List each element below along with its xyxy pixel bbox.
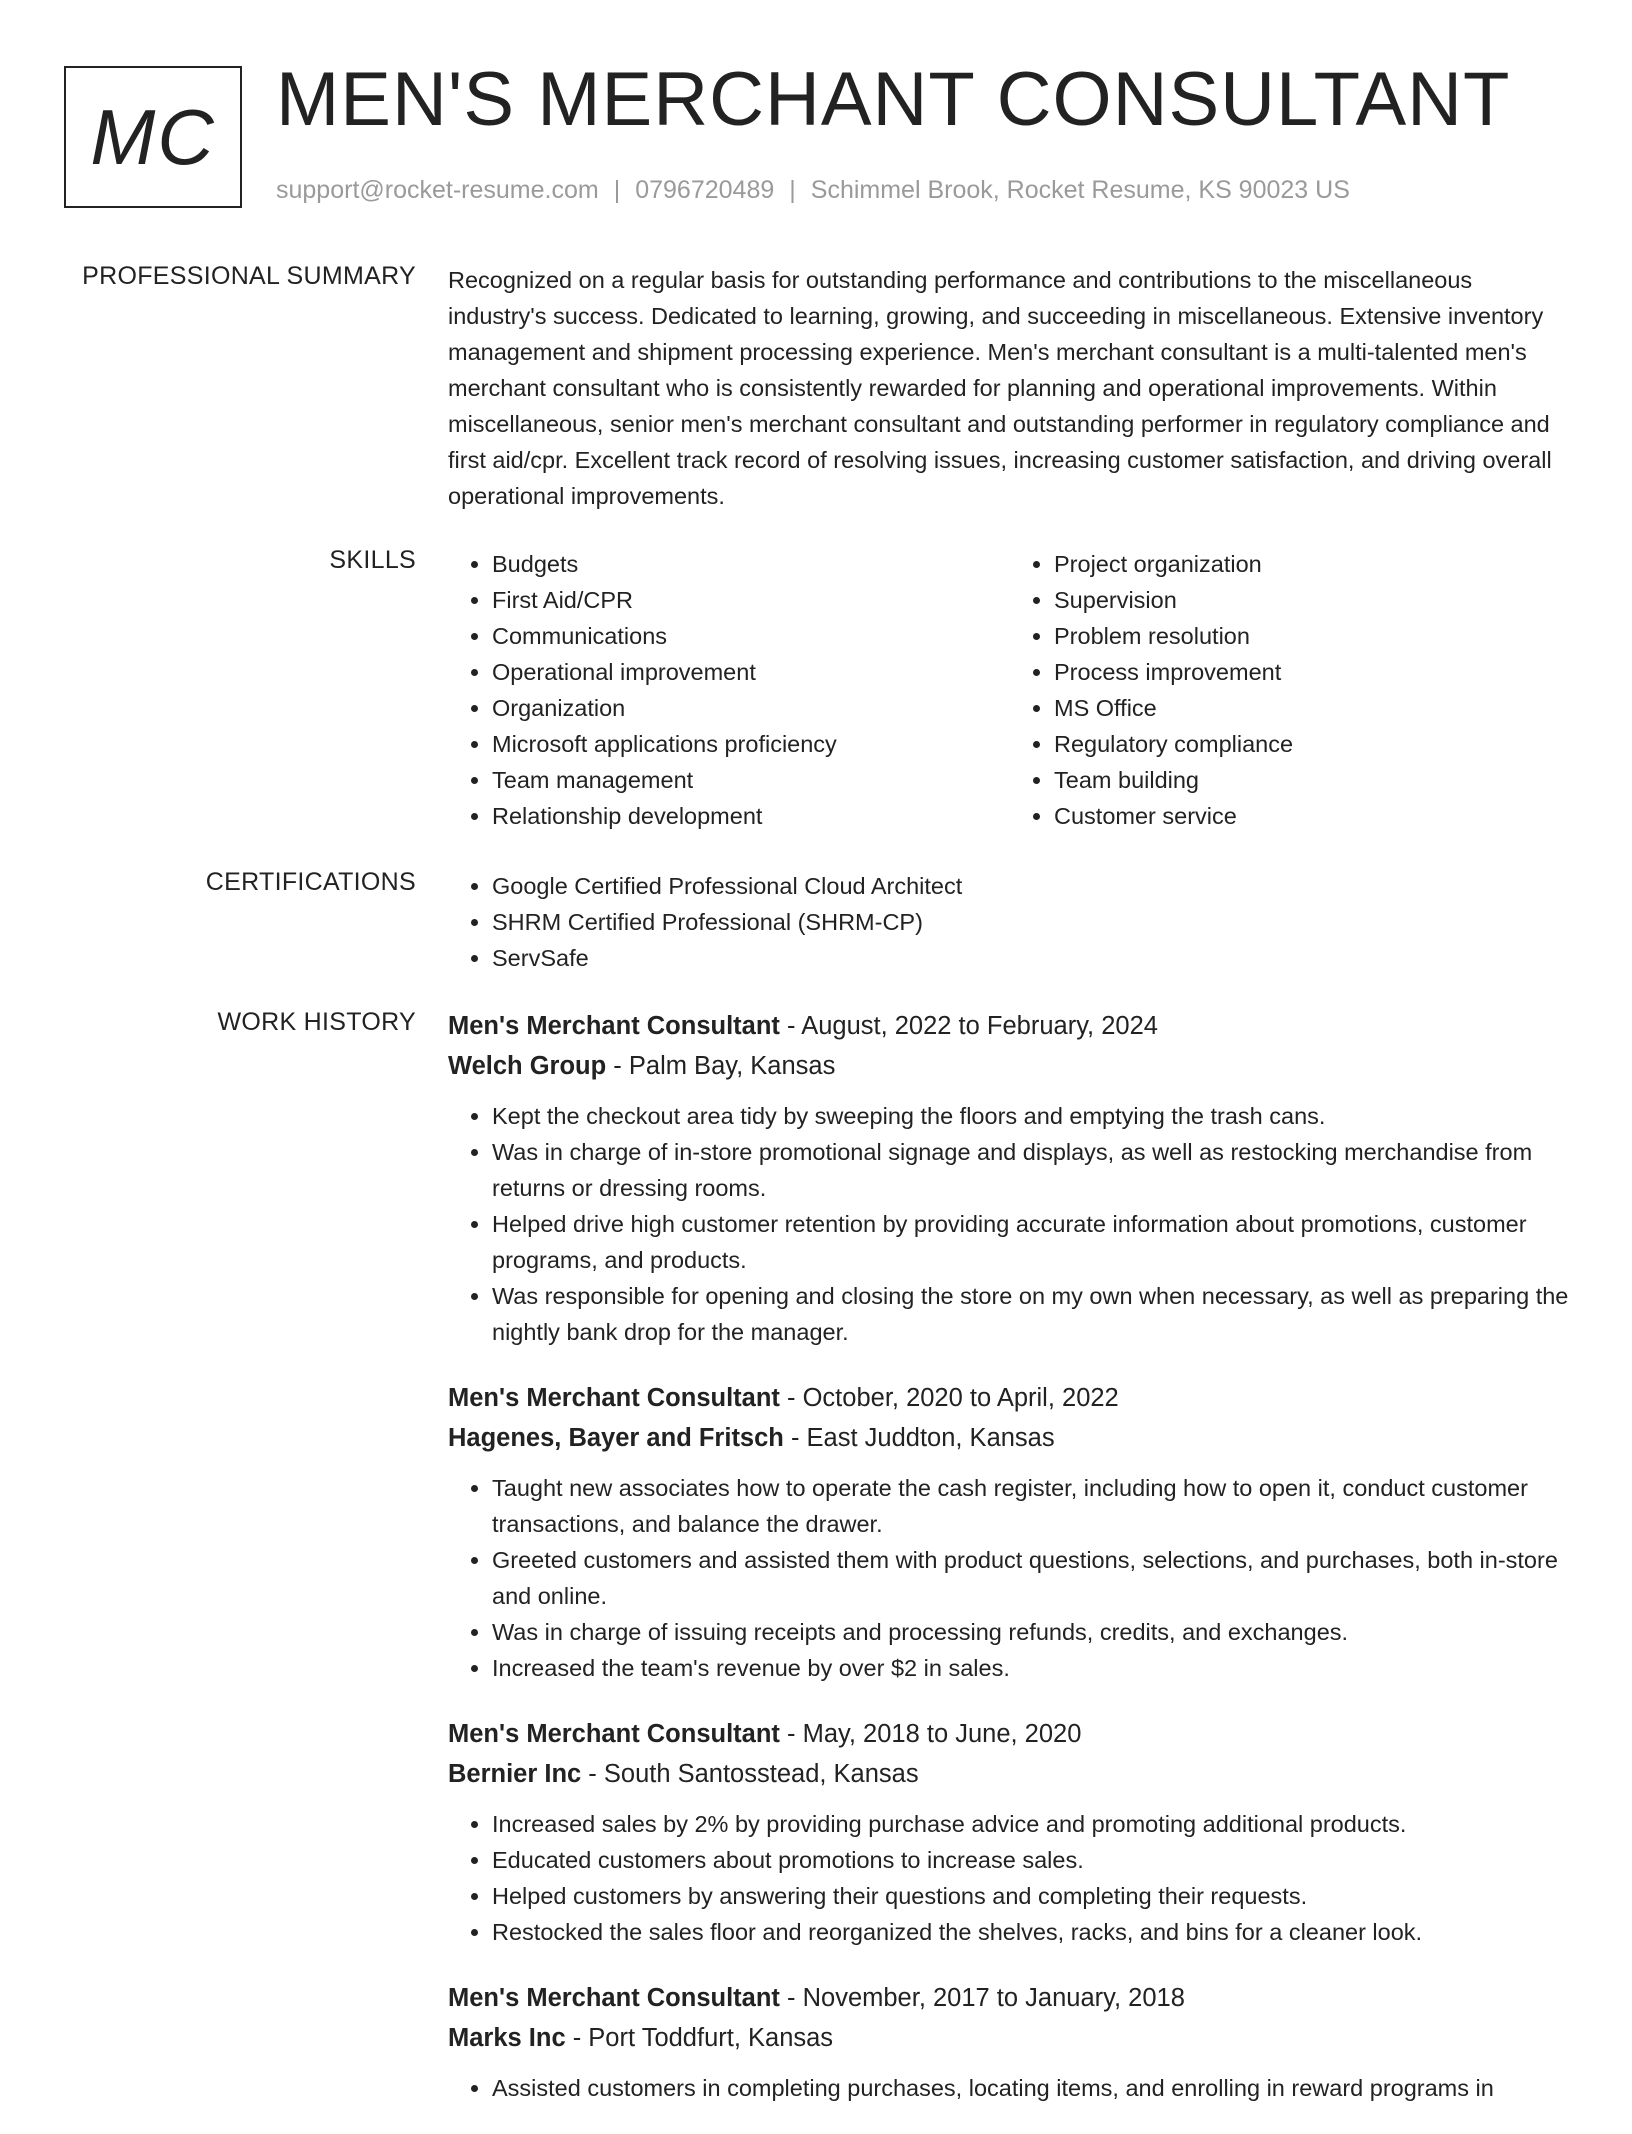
job-bullet: • Restocked the sales floor and reorganized the shelves, racks, and bins for a cleaner look.	[492, 1914, 1572, 1950]
skill-item: • Customer service	[1054, 798, 1572, 834]
job-company-line	[448, 1046, 1572, 1086]
certification-item: • ServSafe	[492, 940, 1572, 976]
skills-columns	[448, 546, 1572, 834]
contact-email[interactable]: support@rocket-resume.com	[276, 176, 599, 204]
resume-name: MEN'S MERCHANT CONSULTANT	[276, 57, 1511, 142]
certifications-list	[448, 868, 1572, 976]
contact-address: Schimmel Brook, Rocket Resume, KS 90023 US	[810, 176, 1350, 204]
skills-list-left	[448, 546, 1010, 834]
contact-phone[interactable]: 0796720489	[635, 176, 775, 204]
job-bullet: • Taught new associates how to operate the cash register, including how to open it, conduct customer transactions, and balance the drawer.	[492, 1470, 1572, 1542]
skill-item: • Team management	[492, 762, 1010, 798]
job-company: Marks Inc	[448, 2024, 566, 2052]
skill-item: • Organization	[492, 690, 1010, 726]
job-location: - South Santosstead, Kansas	[581, 1760, 919, 1788]
summary-label: PROFESSIONAL SUMMARY	[82, 262, 416, 290]
certification-item: • SHRM Certified Professional (SHRM-CP)	[492, 904, 1572, 940]
skill-item: • Budgets	[492, 546, 1010, 582]
job-company: Bernier Inc	[448, 1760, 582, 1788]
job-entry	[448, 1006, 1572, 1350]
job-bullet: • Greeted customers and assisted them with product questions, selections, and purchases, both in-store and online.	[492, 1542, 1572, 1614]
job-title: Men's Merchant Consultant	[448, 1012, 780, 1040]
job-location: - Port Toddfurt, Kansas	[565, 2024, 834, 2052]
job-bullet: • Increased sales by 2% by providing purchase advice and promoting additional products.	[492, 1806, 1572, 1842]
skill-item: • Problem resolution	[1054, 618, 1572, 654]
certifications-label: CERTIFICATIONS	[205, 868, 416, 896]
job-bullet: • Assisted customers in completing purchases, locating items, and enrolling in reward programs in	[492, 2070, 1572, 2106]
certifications-body	[448, 868, 1572, 976]
job-company-line	[448, 1418, 1572, 1458]
skill-item: • Supervision	[1054, 582, 1572, 618]
job-dates: - November, 2017 to January, 2018	[779, 1984, 1185, 2012]
job-company-line	[448, 2018, 1572, 2058]
job-dates: - May, 2018 to June, 2020	[779, 1720, 1082, 1748]
contact-line	[276, 176, 1350, 205]
job-bullet: • Increased the team's revenue by over $2 in sales.	[492, 1650, 1572, 1686]
job-company-line	[448, 1754, 1572, 1794]
job-dates: - August, 2022 to February, 2024	[779, 1012, 1158, 1040]
job-company: Hagenes, Bayer and Fritsch	[448, 1424, 784, 1452]
job-bullets	[448, 1098, 1572, 1350]
job-bullets	[448, 2070, 1572, 2106]
skill-item: • First Aid/CPR	[492, 582, 1010, 618]
job-bullet: • Was in charge of in-store promotional signage and displays, as well as restocking merchandise from returns or dressing rooms.	[492, 1134, 1572, 1206]
certification-item: • Google Certified Professional Cloud Architect	[492, 868, 1572, 904]
job-bullet: • Was in charge of issuing receipts and processing refunds, credits, and exchanges.	[492, 1614, 1572, 1650]
job-dates: - October, 2020 to April, 2022	[779, 1384, 1119, 1412]
skills-list-right	[1010, 546, 1572, 834]
job-entry	[448, 1378, 1572, 1686]
skills-label: SKILLS	[329, 546, 416, 574]
job-title-line	[448, 1006, 1572, 1046]
skill-item: • Relationship development	[492, 798, 1010, 834]
skill-item: • Project organization	[1054, 546, 1572, 582]
contact-separator: |	[613, 176, 621, 204]
job-title: Men's Merchant Consultant	[448, 1720, 780, 1748]
job-title-line	[448, 1714, 1572, 1754]
summary-text: Recognized on a regular basis for outstanding performance and contributions to the miscellaneous industry's success. Dedicated to learning, growing, and succeeding in miscellaneous. Extensive inventory management and shipment processing experience. Men's merchant consultant is a multi-talented men's merchant consultant who is consistently rewarded for planning and operational improvements. Within miscellaneous, senior men's merchant consultant and outstanding performer in regulatory compliance and first aid/cpr. Excellent track record of resolving issues, increasing customer satisfaction, and driving overall operational improvements.	[448, 267, 1552, 509]
work-history-label: WORK HISTORY	[217, 1008, 416, 1036]
skill-item: • Operational improvement	[492, 654, 1010, 690]
contact-separator: |	[789, 176, 796, 204]
job-title-line	[448, 1378, 1572, 1418]
skill-item: • Team building	[1054, 762, 1572, 798]
job-title-line	[448, 1978, 1572, 2018]
job-location: - East Juddton, Kansas	[783, 1424, 1055, 1452]
skill-item: • Communications	[492, 618, 1010, 654]
skill-item: • MS Office	[1054, 690, 1572, 726]
skill-item: • Process improvement	[1054, 654, 1572, 690]
job-bullets	[448, 1806, 1572, 1950]
skill-item: • Microsoft applications proficiency	[492, 726, 1010, 762]
job-title: Men's Merchant Consultant	[448, 1984, 780, 2012]
monogram-box	[64, 66, 242, 208]
job-bullet: • Kept the checkout area tidy by sweeping the floors and emptying the trash cans.	[492, 1098, 1572, 1134]
job-bullet: • Was responsible for opening and closing the store on my own when necessary, as well as preparing the nightly bank drop for the manager.	[492, 1278, 1572, 1350]
job-entry	[448, 1978, 1572, 2106]
work-history-body	[448, 1006, 1572, 2134]
skill-item: • Regulatory compliance	[1054, 726, 1572, 762]
job-bullet: • Helped customers by answering their questions and completing their requests.	[492, 1878, 1572, 1914]
job-company: Welch Group	[448, 1052, 607, 1080]
job-bullet: • Educated customers about promotions to increase sales.	[492, 1842, 1572, 1878]
job-location: - Palm Bay, Kansas	[606, 1052, 836, 1080]
job-bullets	[448, 1470, 1572, 1686]
job-entry	[448, 1714, 1572, 1950]
job-bullet: • Helped drive high customer retention by providing accurate information about promotions, customer programs, and products.	[492, 1206, 1572, 1278]
job-title: Men's Merchant Consultant	[448, 1384, 780, 1412]
monogram-initials: MC	[90, 92, 216, 181]
